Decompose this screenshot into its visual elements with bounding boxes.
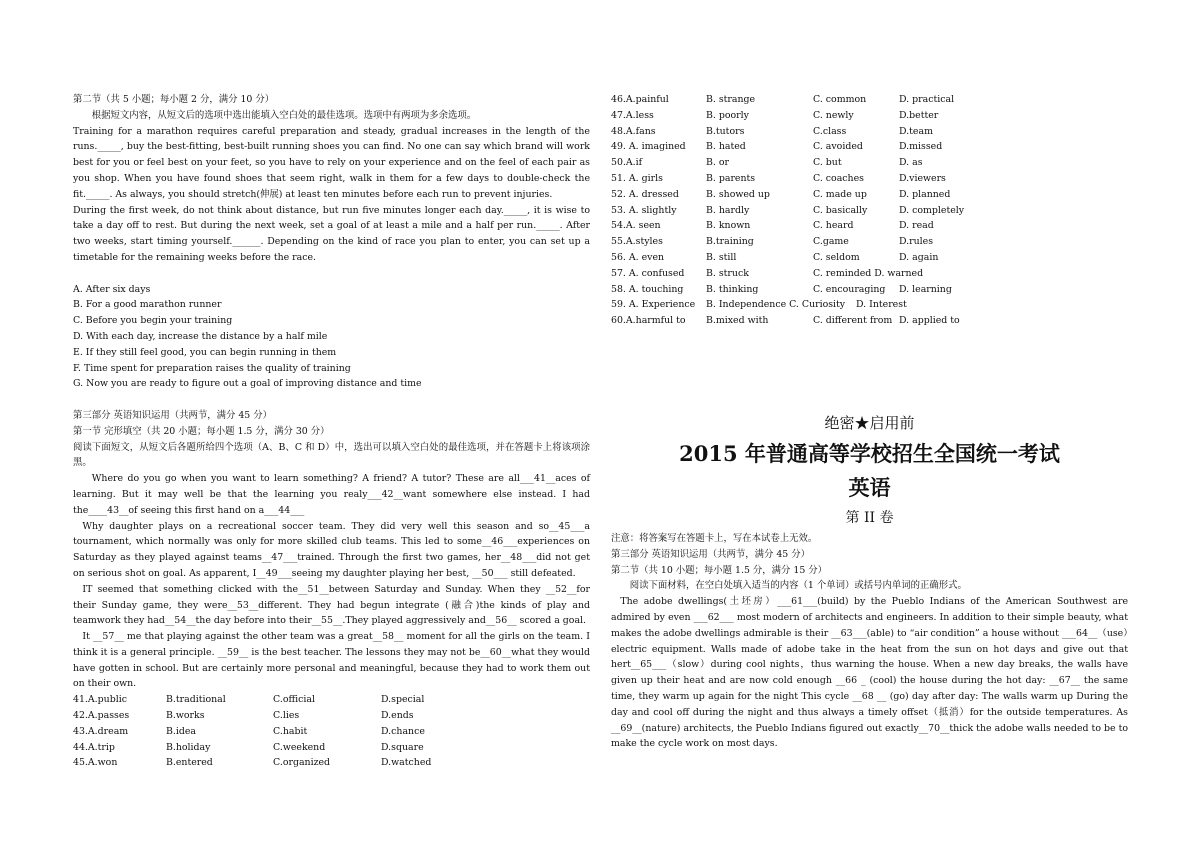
answer-row: 48.A.fans B.tutors C.class D.team	[611, 125, 933, 137]
answer-row: 45.A.won B.entered C.organized D.watched	[73, 757, 432, 769]
section2-instruction-2: 阅读下面材料，在空白处填入适当的内容（1 个单词）或括号内单词的正确形式。	[629, 580, 967, 592]
answer-row: 60.A.harmful to B.mixed with C. different from D. applied to	[611, 315, 960, 327]
part3-heading-2: 第三部分 英语知识运用（共两节，满分 45 分）	[611, 548, 810, 560]
exam-title: 2015 年普通高等学校招生全国统一考试	[679, 441, 1060, 466]
part3-heading: 第三部分 英语知识运用（共两节，满分 45 分）	[73, 409, 272, 421]
answer-row: 44.A.trip B.holiday C.weekend D.square	[73, 741, 424, 753]
answer-row: 54.A. seen B. known C. heard D. read	[611, 220, 934, 232]
section2-heading: 第二节（共 5 小题；每小题 2 分，满分 10 分）	[73, 94, 275, 105]
answer-row: 56. A. even B. still C. seldom D. again	[611, 251, 939, 263]
answer-row: 59. A. Experience B. Independence C. Curiosity D. Interest	[611, 299, 907, 311]
option-b: B. For a good marathon runner	[73, 299, 222, 311]
answer-row: 43.A.dream B.idea C.habit D.chance	[73, 725, 425, 737]
option-e: E. If they still feel good, you can begin running in them	[73, 346, 337, 358]
section2-paragraph-2: During the first week, do not think about distance, but run five minutes longer each day._____, it is wise to take a day off to rest. But during the next week, set a goal of at least a mile and a half per run._____. After two weeks, start timing yourself.______. Depending on the kind of race you plan to enter, you can set up a timetable for the remaining weeks before the race.	[73, 204, 590, 263]
answer-row: 53. A. slightly B. hardly C. basically D. completely	[611, 204, 965, 216]
cloze-paragraph-3: IT seemed that something clicked with the__51__between Saturday and Sunday. When they __52__for their Sunday game, they were__53__different. They had begun integrate (融合)the kinds of play and teamwork they had__54__the day before into their__55__.They played aggressively and__56__ scored a goal.	[73, 583, 590, 627]
option-a: A. After six days	[73, 283, 151, 295]
option-c: C. Before you begin your training	[73, 315, 233, 327]
answer-row: 57. A. confused B. struck C. reminded D. warned	[611, 267, 924, 279]
left-column	[73, 92, 590, 771]
answer-row: 49. A. imagined B. hated C. avoided D.missed	[611, 141, 943, 153]
exam-subject: 英语	[848, 475, 891, 500]
answer-options-41-45	[73, 692, 590, 771]
part3-instruction: 阅读下面短文，从短文后各题所给四个选项（A、B、C 和 D）中，选出可以填入空白处的最佳选项，并在答题卡上将该项涂黑。	[73, 441, 590, 469]
right-answer-options	[611, 92, 1128, 329]
answer-row: 55.A.styles B.training C.game D.rules	[611, 236, 934, 248]
answer-row: 41.A.public B.traditional C.official D.special	[73, 694, 425, 706]
section2-options	[73, 282, 590, 393]
answer-row: 42.A.passes B.works C.lies D.ends	[73, 710, 414, 722]
option-d: D. With each day, increase the distance by a half mile	[73, 330, 328, 342]
cloze-paragraph-2: Why daughter plays on a recreational soccer team. They did very well this season and so__45___a tournament, which normally was only for more skilled club teams. This led to some__46___experiences on Saturday as they played against teams__47___trained. Through the first two games, her__48___did not get on serious shot on goal. As apparent, I__49___seeing my daughter playing her best, __50___ still defeated.	[73, 520, 590, 579]
volume-label: 第 II 卷	[845, 510, 894, 526]
option-g: G. Now you are ready to figure out a goal of improving distance and time	[73, 378, 422, 390]
secret-label: 绝密★启用前	[824, 414, 915, 432]
section2-paragraph-1: Training for a marathon requires careful preparation and steady, gradual increases in the length of the runs._____, buy the best-fitting, best-built running shoes you can find. No one can say which brand will work best for you or feel best on your feet, so you have to rely on your experience and on the feel of each pair as you shop. When you have found shoes that seem right, walk in them for a few days to double-check the fit._____. As always, you should stretch(伸展) at least ten minutes before each run to prevent injuries.	[73, 125, 590, 200]
section2-heading-2: 第二节（共 10 小题；每小题 1.5 分，满分 15 分）	[611, 564, 828, 576]
note: 注意：将答案写在答题卡上，写在本试卷上无效。	[611, 533, 818, 544]
part3-section1-heading: 第一节 完形填空（共 20 小题；每小题 1.5 分，满分 30 分）	[73, 425, 330, 437]
answer-row: 52. A. dressed B. showed up C. made up D. planned	[611, 188, 951, 200]
right-lower-section	[611, 531, 1128, 752]
answer-row: 46.A.painful B. strange C. common D. practical	[611, 94, 955, 105]
answer-row: 50.A.if B. or C. but D. as	[611, 157, 923, 169]
answer-row: 51. A. girls B. parents C. coaches D.viewers	[611, 172, 946, 184]
answer-row: 58. A. touching B. thinking C. encouraging D. learning	[611, 283, 952, 295]
cloze-paragraph-1: Where do you go when you want to learn something? A friend? A tutor? These are all___41__aces of learning. But it may well be that the learning you realy___42__want somewhere else instead. I had the____43__of seeing this first hand on a___44___	[73, 473, 590, 516]
answer-row: 47.A.less B. poorly C. newly D.better	[611, 109, 939, 121]
adobe-passage: The adobe dwellings(土坯房）___61___(build) by the Pueblo Indians of the American Southwest are admired by even ___62___ most modern of architects and engineers. In addition to their simple beauty, what makes the adobe dwellings admirable is their __63___(able) to “air condition” a house without ___64__（use）electric equipment. Walls made of adobe take in the heat from the sun on hot days and give out that hert__65___（slow）during cool nights，thus warning the house. When a new day breaks, the walls have given up their heat and are now cold enough __66 _ (cool) the house during the hot day: __67__ the same time, they warm up again for the night This cycle __68 __ (go) day after day: The walls warm up During the day and cool off during the night and thus always a timely offset（抵消）for the outside temperatures. As __69__(nature) architects, the Pueblo Indians figured out exactly__70__thick the adobe walls needed to be to make the cycle work on most days.	[611, 596, 1128, 750]
cloze-paragraph-4: It __57__ me that playing against the other team was a great__58__ moment for all the girls on the team. I think it is a general principle. __59__ is the best teacher. The lessons they may not be__60__what they would have gotten in school. But are certainly more personal and meaningful, because they had to work them out on their own.	[73, 631, 590, 690]
section2-instruction: 根据短文内容，从短文后的选项中选出能填入空白处的最佳选项。选项中有两项为多余选项。	[91, 109, 477, 121]
option-f: F. Time spent for preparation raises the quality of training	[73, 362, 351, 374]
